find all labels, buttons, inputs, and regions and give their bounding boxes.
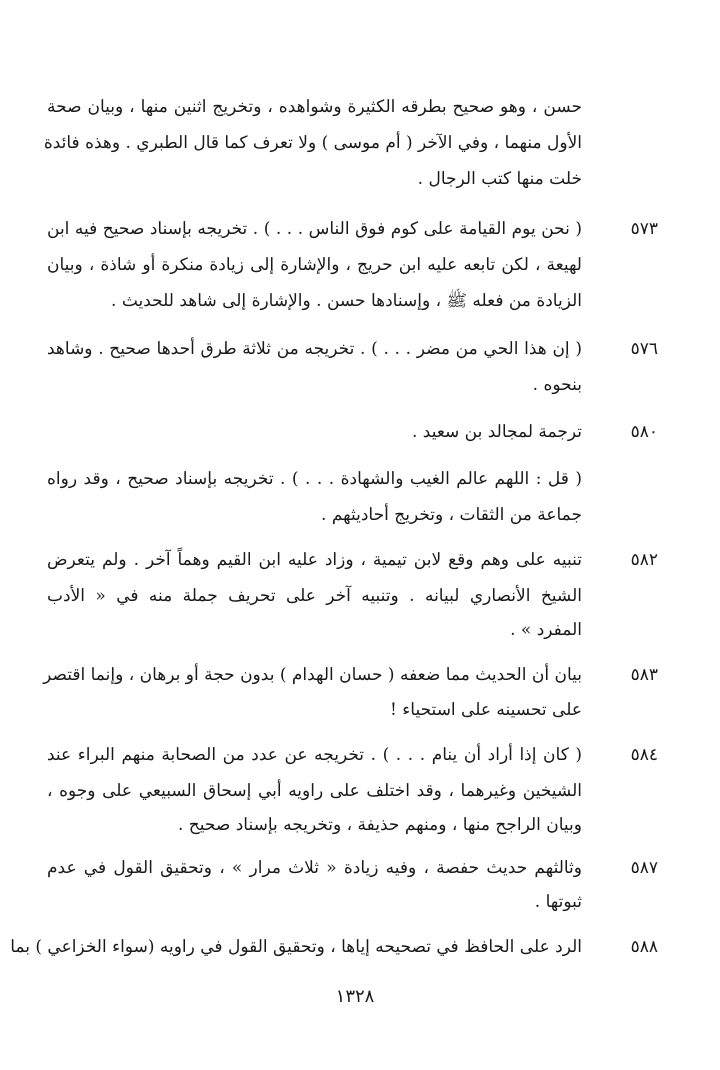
entry-number: ٥٨٠ — [630, 422, 658, 442]
entry-number: ٥٨٧ — [630, 858, 658, 878]
entry-text: ثبوتها . — [534, 892, 582, 912]
entry-number: ٥٨٨ — [630, 937, 658, 957]
entry-582-line — [0, 545, 720, 575]
page-number: ١٣٢٨ — [335, 986, 375, 1007]
entry-text: الشيخين وغيرهما ، وقد اختلف على راويه أبي إسحاق السبيعي على وجوه ، — [47, 781, 582, 801]
entry-573-line — [0, 214, 720, 244]
entry-583-line — [0, 660, 720, 690]
entry-text: وبيان الراجح منها ، ومنهم حذيفة ، وتخريجه بإسناد صحيح . — [177, 815, 582, 835]
intro-text: حسن ، وهو صحيح بطرقه الكثيرة وشواهده ، وتخريج اثنين منها ، وبيان صحة — [47, 97, 582, 117]
entry-text: الزيادة من فعله ﷺ ، وإسنادها حسن . والإشارة إلى شاهد للحديث . — [111, 291, 582, 311]
entry-text: ترجمة لمجالد بن سعيد . — [411, 422, 582, 442]
intro-line — [0, 164, 720, 194]
entry-text: المفرد » . — [510, 620, 582, 640]
entry-text: وثالثهم حديث حفصة ، وفيه زيادة « ثلاث مرار » ، وتحقيق القول في عدم — [47, 858, 582, 878]
entry-text: ( إن هذا الحي من مضر . . . ) . تخريجه من ثلاثة طرق أحدها صحيح . وشاهد — [47, 339, 582, 359]
entry-576-line — [0, 334, 720, 364]
intro-text: خلت منها كتب الرجال . — [417, 169, 582, 189]
entry-582-line — [0, 615, 720, 645]
entry-number: ٥٨٤ — [630, 745, 658, 765]
entry-number: ٥٨٢ — [630, 550, 658, 570]
subentry-line — [0, 464, 720, 494]
entry-text: ( كان إذا أراد أن ينام . . . ) . تخريجه عن عدد من الصحابة منهم البراء عند — [47, 745, 582, 765]
entry-584-line — [0, 810, 720, 840]
entry-number: ٥٧٦ — [630, 339, 658, 359]
entry-573-line — [0, 250, 720, 280]
entry-576-line — [0, 370, 720, 400]
intro-line — [0, 92, 720, 122]
subentry-line — [0, 500, 720, 530]
intro-text: الأول منهما ، وفي الآخر ( أم موسى ) ولا تعرف كما قال الطبري . وهذه فائدة — [43, 133, 582, 153]
entry-text: تنبيه على وهم وقع لابن تيمية ، وزاد عليه ابن القيم وهماً آخر . ولم يتعرض — [47, 550, 582, 570]
entry-584-line — [0, 740, 720, 770]
entry-573-line — [0, 286, 720, 316]
entry-583-line — [0, 695, 720, 725]
entry-text: بيان أن الحديث مما ضعفه ( حسان الهدام ) بدون حجة أو برهان ، وإنما اقتصر — [43, 665, 582, 685]
entry-text: جماعة من الثقات ، وتخريج أحاديثهم . — [321, 505, 582, 525]
entry-text: لهيعة ، لكن تابعه عليه ابن حريج ، والإشارة إلى زيادة منكرة أو شاذة ، وبيان — [47, 255, 582, 275]
entry-text: ( نحن يوم القيامة على كوم فوق الناس . . . ) . تخريجه بإسناد صحيح فيه ابن — [47, 219, 582, 239]
intro-line — [0, 128, 720, 158]
entry-text: على تحسينه على استحياء ! — [390, 700, 582, 720]
entry-text: ( قل : اللهم عالم الغيب والشهادة . . . ) . تخريجه بإسناد صحيح ، وقد رواه — [47, 469, 582, 489]
entry-587-line — [0, 887, 720, 917]
entry-number: ٥٨٣ — [630, 665, 658, 685]
entry-588-line — [0, 932, 720, 962]
entry-text: الشيخ الأنصاري لبيانه . وتنبيه آخر على تحريف جملة منه في « الأدب — [47, 586, 582, 606]
entry-584-line — [0, 776, 720, 806]
entry-text: الرد على الحافظ في تصحيحه إياها ، وتحقيق القول في راويه (سواء الخزاعي ) بما — [10, 937, 582, 957]
entry-580-line — [0, 417, 720, 447]
entry-text: بنحوه . — [532, 375, 582, 395]
entry-number: ٥٧٣ — [630, 219, 658, 239]
entry-587-line — [0, 853, 720, 883]
entry-582-line — [0, 581, 720, 611]
